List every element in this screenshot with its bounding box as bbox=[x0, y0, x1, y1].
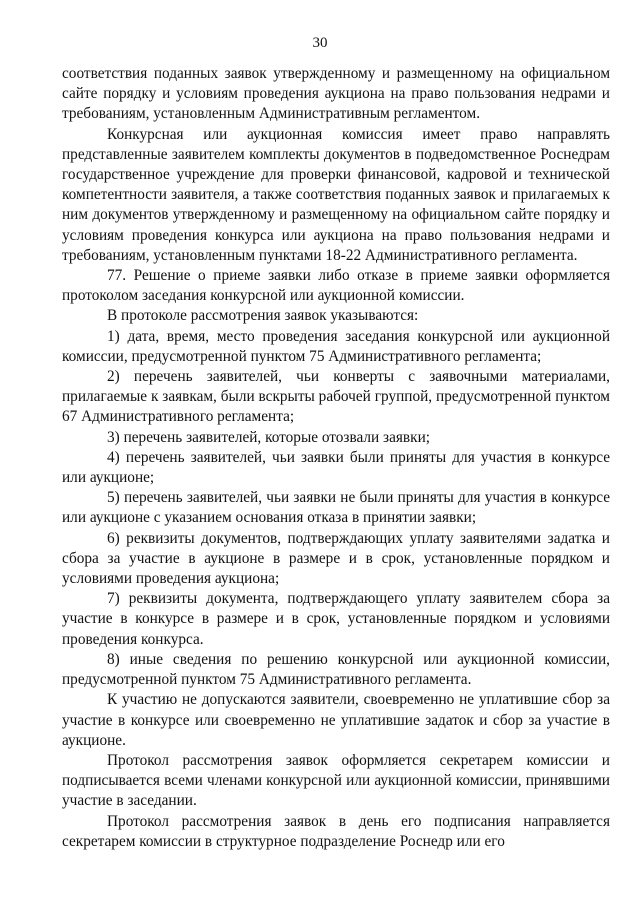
paragraph-protocol-signing: Протокол рассмотрения заявок оформляется секретарем комиссии и подписывается всеми членами конкурсной или аукционной комиссии, принявшими участие в заседании. bbox=[62, 751, 610, 810]
paragraph-continuation: соответствия поданных заявок утвержденному и размещенному на официальном сайте порядку и условиям проведения аукциона на право пользования недрами и требованиям, установленным Административным регламентом. bbox=[62, 65, 610, 123]
list-item-8: 8) иные сведения по решению конкурсной или аукционной комиссии, предусмотренной пунктом 75 Административного регламента. bbox=[62, 650, 610, 689]
paragraph-protocol-sending: Протокол рассмотрения заявок в день его подписания направляется секретарем комиссии в структурное подразделение Роснедр или его bbox=[62, 812, 610, 850]
paragraph-admission: К участию не допускаются заявители, своевременно не уплатившие сбор за участие в конкурсе или своевременно не уплатившие задаток и сбор за участие в аукционе. bbox=[62, 691, 610, 749]
document-body bbox=[62, 64, 610, 852]
paragraph-item-77: 77. Решение о приеме заявки либо отказе в приеме заявки оформляется протоколом заседания конкурсной или аукционной комиссии. bbox=[62, 267, 610, 305]
paragraph-protocol-contents-intro: В протоколе рассмотрения заявок указываются: bbox=[107, 307, 419, 325]
list-item-5: 5) перечень заявителей, чьи заявки не были приняты для участия в конкурсе или аукционе с указанием основания отказа в принятии заявки; bbox=[62, 489, 610, 527]
list-item-1: 1) дата, время, место проведения заседания конкурсной или аукционной комиссии, предусмотренной пунктом 75 Административного регламента; bbox=[62, 327, 610, 365]
paragraph-commission-right: Конкурсная или аукционная комиссия имеет право направлять представленные заявителем комплекты документов в подведомственное Роснедрам государственное учреждение для проверки финансовой, кадровой и технической компетентности заявителя, а также соответствия поданных заявок и прилагаемых к ним документов утвержденному и размещенному на официальном сайте порядку и условиям проведения конкурса или аукциона на право пользования недрами и требованиям, установленным пунктами 18-22 Административного регламента. bbox=[62, 125, 610, 264]
list-item-3: 3) перечень заявителей, которые отозвали заявки; bbox=[107, 428, 431, 446]
list-item-4: 4) перечень заявителей, чьи заявки были приняты для участия в конкурсе или аукционе; bbox=[62, 448, 610, 487]
page-number: 30 bbox=[312, 35, 328, 51]
list-item-2: 2) перечень заявителей, чьи конверты с заявочными материалами, прилагаемые к заявкам, были вскрыты рабочей группой, предусмотренной пунктом 67 Административного регламента; bbox=[62, 368, 610, 426]
list-item-7: 7) реквизиты документа, подтверждающего уплату заявителем сбора за участие в конкурсе в размере и в срок, установленные порядком и условиями проведения конкурса. bbox=[62, 590, 610, 648]
list-item-6: 6) реквизиты документов, подтверждающих уплату заявителями задатка и сбора за участие в аукционе в размере и в срок, установленные порядком и условиями проведения аукциона; bbox=[62, 529, 610, 588]
